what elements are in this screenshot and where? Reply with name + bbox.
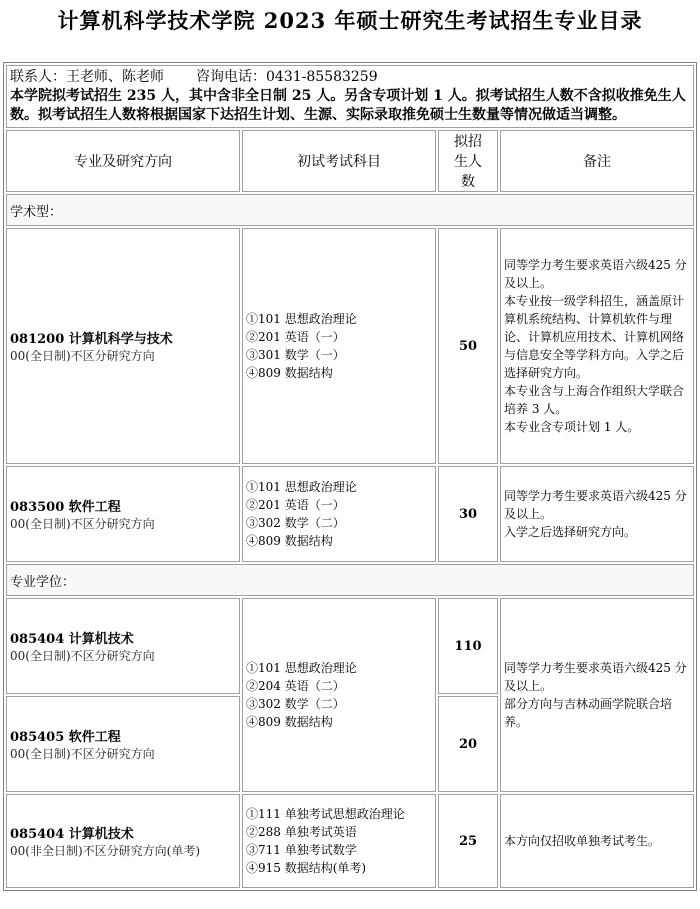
subject-item: ③302 数学（二）	[246, 516, 345, 530]
section-academic: 学术型：	[6, 194, 694, 226]
subject-item: ④915 数据结构(单考)	[246, 861, 367, 875]
major-name: 081200 计算机科学与技术	[10, 331, 173, 347]
info-cell	[6, 65, 694, 128]
contact-person: 联系人：王老师、陈老师	[10, 69, 164, 85]
major-name: 085404 计算机技术	[10, 631, 134, 647]
header-major: 专业及研究方向	[6, 130, 240, 192]
note-item: 同等学力考生要求英语六级425 分及以上。	[504, 258, 687, 290]
page-title: 计算机科学技术学院 2023 年硕士研究生考试招生专业目录	[57, 8, 643, 33]
table-row	[6, 466, 694, 562]
section-row	[6, 194, 694, 226]
notes-cell	[500, 598, 694, 792]
major-direction: 00(全日制)不区分研究方向	[10, 746, 155, 761]
note-item: 本方向仅招收单独考试考生。	[504, 834, 661, 848]
major-name: 085404 计算机技术	[10, 826, 134, 842]
major-cell	[6, 794, 240, 888]
note-item: 本专业含专项计划 1 人。	[504, 420, 640, 434]
note-item: 同等学力考生要求英语六级425 分及以上。	[504, 489, 687, 521]
quota-cell: 50	[438, 228, 498, 464]
subject-item: ③302 数学（二）	[246, 697, 345, 711]
subject-item: ①101 思想政治理论	[246, 661, 357, 675]
subject-item: ②204 英语（二）	[246, 679, 345, 693]
quota-cell: 110	[438, 598, 498, 694]
subjects-cell	[242, 228, 436, 464]
subject-item: ③301 数学（一）	[246, 348, 345, 362]
major-direction: 00(全日制)不区分研究方向	[10, 648, 155, 663]
subject-item: ①101 思想政治理论	[246, 480, 357, 494]
table-row	[6, 598, 694, 694]
header-quota-label: 拟招生人数	[454, 134, 482, 190]
table-row	[6, 228, 694, 464]
header-row	[6, 130, 694, 192]
major-direction: 00(全日制)不区分研究方向	[10, 348, 155, 363]
subjects-cell	[242, 794, 436, 888]
contact-line	[10, 68, 690, 87]
note-item: 本专业含与上海合作组织大学联合培养 3 人。	[504, 384, 685, 416]
section-row	[6, 564, 694, 596]
major-name: 085405 软件工程	[10, 729, 121, 745]
table-row	[6, 794, 694, 888]
header-subjects: 初试考试科目	[242, 130, 436, 192]
major-direction: 00(非全日制)不区分研究方向(单考)	[10, 843, 200, 858]
major-cell	[6, 696, 240, 792]
note-item: 本专业按一级学科招生，涵盖原计算机系统结构、计算机软件与理论、计算机应用技术、计算机网络与信息安全等学科方向。入学之后选择研究方向。	[504, 294, 685, 380]
notes-cell	[500, 794, 694, 888]
subject-item: ①101 思想政治理论	[246, 312, 357, 326]
quota-cell: 30	[438, 466, 498, 562]
note-item: 同等学力考生要求英语六级425 分及以上。	[504, 661, 687, 693]
subject-item: ②201 英语（一）	[246, 330, 345, 344]
major-cell	[6, 598, 240, 694]
major-cell	[6, 228, 240, 464]
subject-item: ②201 英语（一）	[246, 498, 345, 512]
enrollment-description: 本学院拟考试招生 235 人，其中含非全日制 25 人。另含专项计划 1 人。拟考试招生人数不含拟收推免生人数。拟考试招生人数将根据国家下达招生计划、生源、实际录取推免硕士生数量等情况做适当调整。	[10, 88, 686, 123]
subject-item: ③711 单独考试数学	[246, 843, 357, 857]
major-name: 083500 软件工程	[10, 499, 121, 515]
major-cell	[6, 466, 240, 562]
note-item: 入学之后选择研究方向。	[504, 525, 637, 539]
note-item: 部分方向与吉林动画学院联合培养。	[504, 697, 673, 729]
contact-phone: 咨询电话：0431-85583259	[196, 69, 378, 85]
notes-cell	[500, 466, 694, 562]
header-quota	[438, 130, 498, 192]
catalog-table	[3, 62, 697, 891]
quota-cell: 20	[438, 696, 498, 792]
subject-item: ④809 数据结构	[246, 534, 333, 548]
header-notes: 备注	[500, 130, 694, 192]
subject-item: ②288 单独考试英语	[246, 825, 357, 839]
quota-cell: 25	[438, 794, 498, 888]
major-direction: 00(全日制)不区分研究方向	[10, 516, 155, 531]
subject-item: ④809 数据结构	[246, 715, 333, 729]
subjects-cell	[242, 598, 436, 792]
section-professional: 专业学位：	[6, 564, 694, 596]
subjects-cell	[242, 466, 436, 562]
notes-cell	[500, 228, 694, 464]
subject-item: ④809 数据结构	[246, 366, 333, 380]
info-row	[6, 65, 694, 128]
subject-item: ①111 单独考试思想政治理论	[246, 807, 405, 821]
